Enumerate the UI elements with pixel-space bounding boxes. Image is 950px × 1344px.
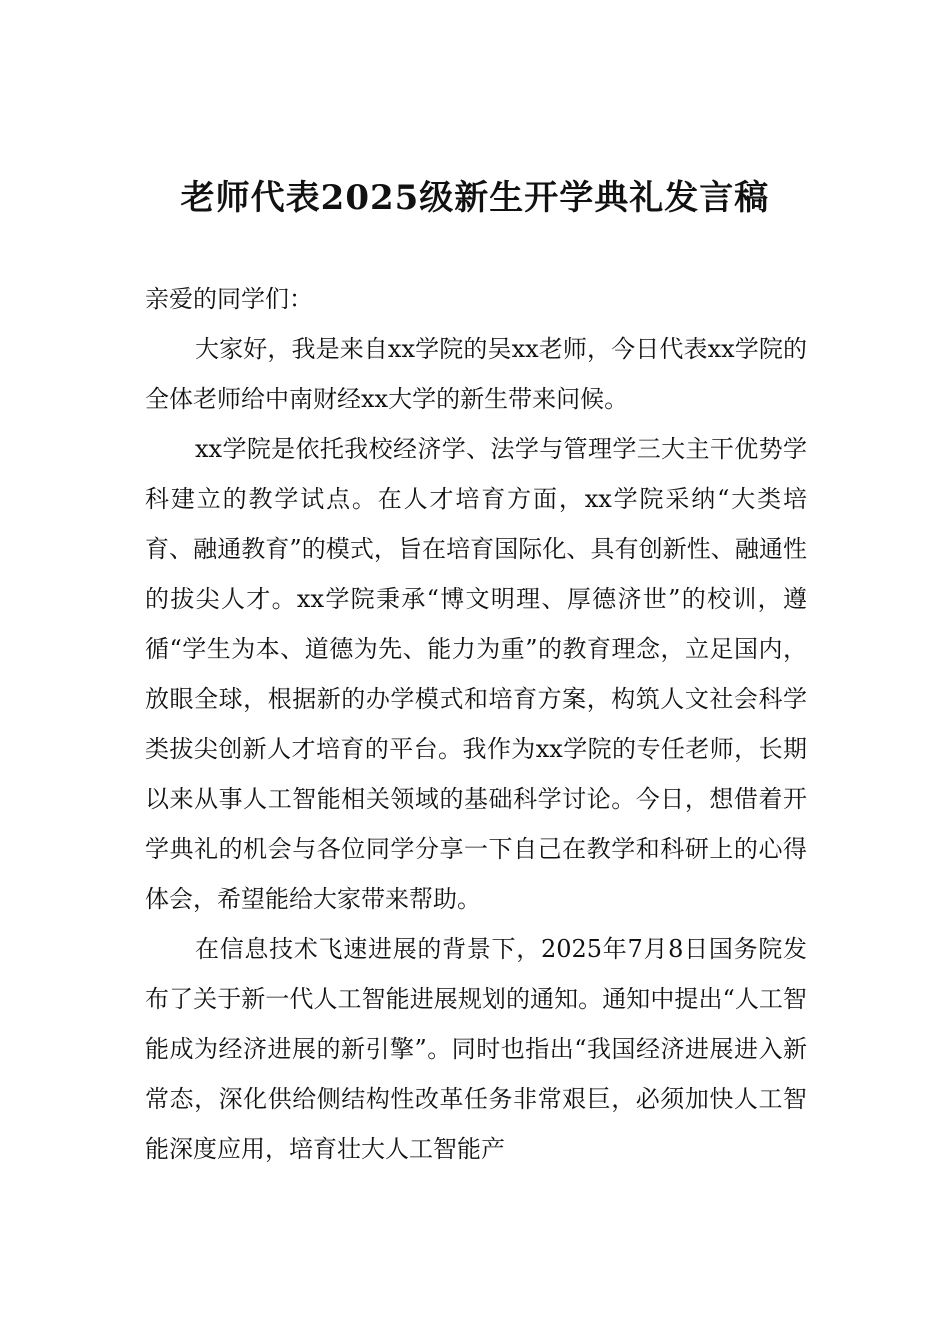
document-title: 老师代表2025级新生开学典礼发言稿 [180, 178, 770, 218]
paragraph-1: 大家好，我是来自xx学院的吴xx老师，今日代表xx学院的全体老师给中南财经xx大学的新生带来问候。 [145, 335, 807, 413]
paragraph-2: xx学院是依托我校经济学、法学与管理学三大主干优势学科建立的教学试点。在人才培育方面，xx学院采纳“大类培育、融通教育”的模式，旨在培育国际化、具有创新性、融通性的拔尖人才。xx学院秉承“博文明理、厚德济世”的校训，遵循“学生为本、道德为先、能力为重”的教育理念，立足国内，放眼全球，根据新的办学模式和培育方案，构筑人文社会科学类拔尖创新人才培育的平台。我作为xx学院的专任老师，长期以来从事人工智能相关领域的基础科学讨论。今日，想借着开学典礼的机会与各位同学分享一下自己在教学和科研上的心得体会，希望能给大家带来帮助。 [145, 435, 807, 913]
greeting: 亲爱的同学们： [145, 285, 313, 313]
paragraph-3: 在信息技术飞速进展的背景下，2025年7月8日国务院发布了关于新一代人工智能进展规划的通知。通知中提出“人工智能成为经济进展的新引擎”。同时也指出“我国经济进展进入新常态，深化供给侧结构性改革任务非常艰巨，必须加快人工智能深度应用，培育壮大人工智能产 [145, 935, 807, 1163]
document-body [145, 274, 807, 1174]
